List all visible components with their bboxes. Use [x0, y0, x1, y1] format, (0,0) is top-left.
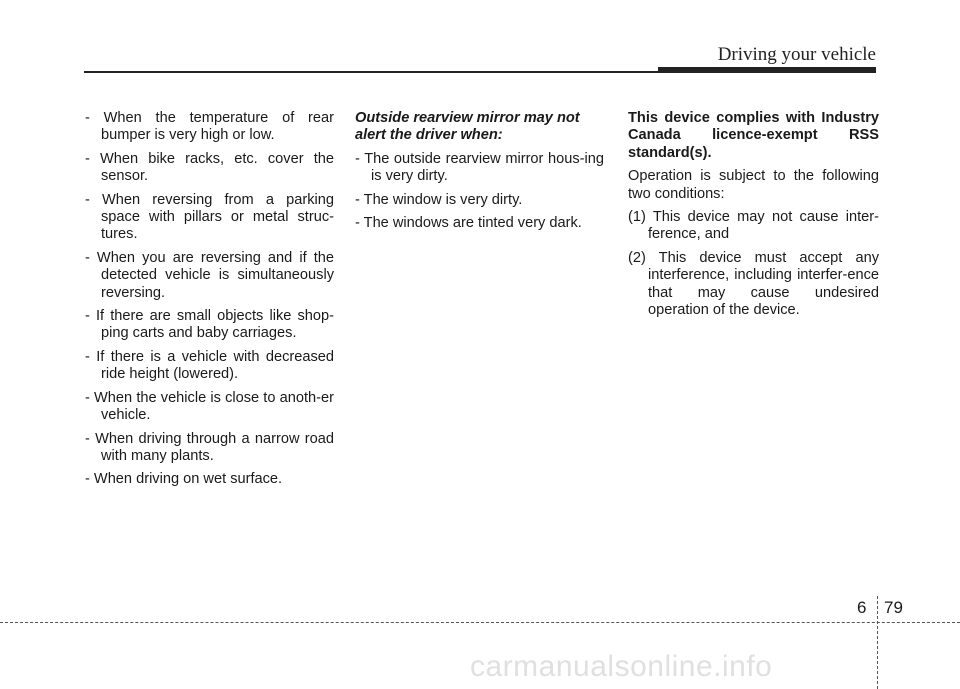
list-item: - When bike racks, etc. cover the sensor.: [85, 150, 334, 185]
compliance-heading: This device complies with Industry Canada licence-exempt RSS standard(s).: [628, 110, 879, 161]
condition-item: (2) This device must accept any interference, including interfer-ence that may cause undesired operation of the device.: [628, 249, 879, 319]
page-number: 79: [884, 598, 903, 617]
list-item: - When the temperature of rear bumper is very high or low.: [85, 110, 334, 144]
list-item: - When you are reversing and if the detected vehicle is simultaneously reversing.: [85, 249, 334, 301]
list-item: - The window is very dirty.: [355, 191, 523, 208]
watermark: carmanualsonline.info: [470, 650, 773, 683]
list-item: - When the vehicle is close to anoth-er vehicle.: [85, 389, 334, 424]
header-rule: [84, 71, 660, 73]
page-header-title: Driving your vehicle: [717, 44, 876, 65]
column-middle: [355, 110, 604, 238]
column-right: [628, 110, 879, 325]
footer-vertical-divider: [877, 596, 878, 689]
header-rule-thick: [658, 67, 876, 73]
paragraph: Operation is subject to the following two conditions:: [628, 168, 879, 202]
footer-divider: [0, 622, 960, 623]
list-item: - If there is a vehicle with decreased ride height (lowered).: [85, 348, 334, 383]
condition-item: (1) This device may not cause inter-ference, and: [628, 209, 879, 243]
section-heading: Outside rearview mirror may not alert the driver when:: [355, 110, 580, 144]
list-item: - The windows are tinted very dark.: [355, 215, 582, 232]
list-item: - The outside rearview mirror hous-ing is very dirty.: [355, 150, 604, 185]
chapter-number: 6: [857, 598, 867, 617]
list-item: - When driving on wet surface.: [85, 471, 283, 488]
list-item: - When driving through a narrow road with many plants.: [85, 430, 334, 464]
column-left: [85, 110, 334, 495]
list-item: - When reversing from a parking space with pillars or metal struc-tures.: [85, 191, 334, 243]
list-item: - If there are small objects like shop-ping carts and baby carriages.: [85, 308, 334, 342]
